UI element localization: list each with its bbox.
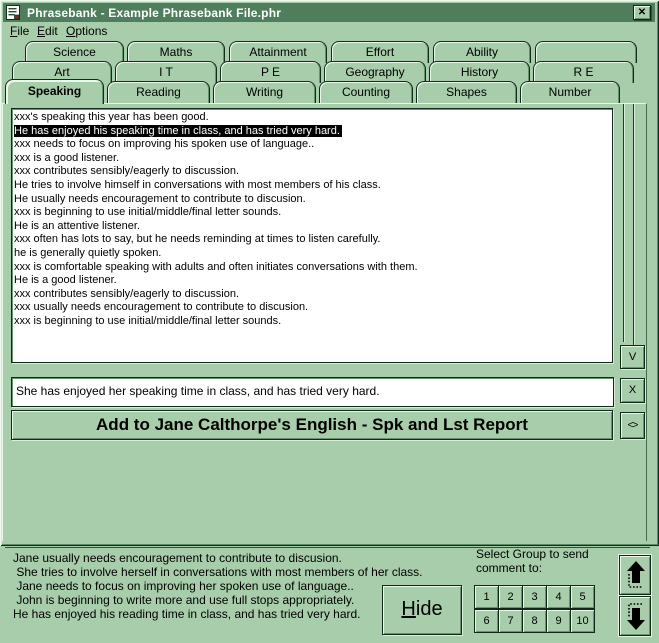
group-button-10[interactable]: 10 (570, 609, 595, 633)
gutter-line-highlight (624, 104, 625, 342)
report-line[interactable]: Jane needs to focus on improving her spoken use of language.. (13, 579, 354, 593)
tab-history[interactable]: History (429, 61, 530, 83)
menu-options[interactable]: Options (66, 24, 108, 38)
scroll-down-button[interactable]: V (620, 345, 645, 369)
list-item[interactable]: xxx is a good listener. (14, 151, 120, 164)
report-line[interactable]: John is beginning to write more and use full stops appropriately. (13, 593, 355, 607)
move-up-button[interactable] (619, 555, 651, 595)
tab-reading[interactable]: Reading (107, 81, 210, 103)
add-to-report-button[interactable]: Add to Jane Calthorpe's English - Spk and Lst Report (11, 410, 613, 440)
group-button-grid (475, 585, 601, 634)
list-item[interactable]: He is a good listener. (14, 274, 117, 287)
list-item[interactable]: xxx is beginning to use initial/middle/final letter sounds. (14, 314, 282, 327)
tab-pe[interactable]: P E (220, 61, 321, 83)
report-line[interactable]: Jane usually needs encouragement to contribute to discusion. (13, 551, 342, 565)
list-item[interactable]: xxx's speaking this year has been good. (14, 111, 209, 123)
group-button-5[interactable]: 5 (570, 585, 595, 609)
down-arrow-icon (623, 601, 647, 631)
tab-geography[interactable]: Geography (324, 61, 426, 83)
list-item[interactable]: xxx needs to focus on improving his spoken use of language.. (14, 138, 315, 151)
list-item[interactable]: He usually needs encouragement to contribute to discusion. (14, 192, 306, 205)
list-item[interactable]: xxx contributes sensibly/eagerly to discussion. (14, 287, 239, 300)
menu-file[interactable]: File (10, 24, 30, 38)
gutter-line-highlight (634, 104, 635, 354)
swap-button[interactable]: <> (620, 412, 645, 439)
group-button-1[interactable]: 1 (474, 585, 499, 609)
tab-speaking[interactable]: Speaking (5, 79, 104, 104)
tab-page-speaking (2, 103, 647, 627)
window-title: Phrasebank - Example Phrasebank File.phr (27, 5, 282, 20)
tab-effort[interactable]: Effort (331, 41, 429, 63)
group-button-7[interactable]: 7 (498, 609, 523, 633)
list-item[interactable]: xxx contributes sensibly/eagerly to discussion. (14, 165, 239, 178)
move-down-button[interactable] (619, 596, 651, 636)
tab-shapes[interactable]: Shapes (416, 81, 517, 103)
list-item[interactable]: xxx usually needs encouragement to contribute to discusion. (14, 301, 309, 314)
list-item[interactable]: He tries to involve himself in conversations with most members of his class. (14, 178, 381, 191)
group-button-6[interactable]: 6 (474, 609, 499, 633)
tab-re[interactable]: R E (533, 61, 634, 83)
group-button-3[interactable]: 3 (522, 585, 547, 609)
list-item[interactable]: he is generally quietly spoken. (14, 246, 162, 259)
group-button-9[interactable]: 9 (546, 609, 571, 633)
tab-science[interactable]: Science (25, 41, 124, 63)
tab-maths[interactable]: Maths (127, 41, 225, 63)
tab-writing[interactable]: Writing (213, 81, 316, 103)
tab-ability[interactable]: Ability (433, 41, 531, 63)
clear-button[interactable]: X (620, 378, 645, 403)
list-item[interactable]: He is an attentive listener. (14, 219, 140, 232)
title-bar[interactable] (3, 3, 655, 22)
comment-edit-field[interactable]: She has enjoyed her speaking time in class, and has tried very hard. (11, 377, 614, 407)
tab-attainment[interactable]: Attainment (229, 41, 327, 63)
group-button-8[interactable]: 8 (522, 609, 547, 633)
tab-it[interactable]: I T (115, 61, 217, 83)
tab-counting[interactable]: Counting (319, 81, 413, 103)
list-item[interactable]: xxx often has lots to say, but he needs reminding at times to listen carefully. (14, 233, 381, 246)
phrase-listbox[interactable] (11, 108, 613, 363)
select-group-label: Select Group to send comment to: (476, 547, 589, 575)
report-line[interactable]: She tries to involve herself in conversations with most members of her class. (13, 565, 423, 579)
tab-number[interactable]: Number (520, 81, 620, 103)
group-button-2[interactable]: 2 (498, 585, 523, 609)
close-icon[interactable]: ✕ (633, 5, 651, 20)
up-arrow-icon (623, 560, 647, 590)
menu-edit[interactable]: Edit (37, 24, 58, 38)
hide-button[interactable]: Hide (382, 585, 462, 635)
list-item[interactable]: xxx is comfortable speaking with adults and often initiates conversations with them. (14, 260, 418, 273)
list-item-selected[interactable]: He has enjoyed his speaking time in class, and has tried very hard. (14, 124, 340, 137)
menu-bar (0, 24, 659, 41)
list-item[interactable]: xxx is beginning to use initial/middle/final letter sounds. (14, 206, 282, 219)
report-panel (5, 547, 650, 643)
tab-art[interactable]: Art (12, 61, 112, 83)
app-icon[interactable] (6, 5, 20, 20)
group-button-4[interactable]: 4 (546, 585, 571, 609)
tab-blank[interactable] (535, 41, 637, 63)
report-line[interactable]: He has enjoyed his reading time in class, and has tried very hard. (13, 607, 361, 621)
